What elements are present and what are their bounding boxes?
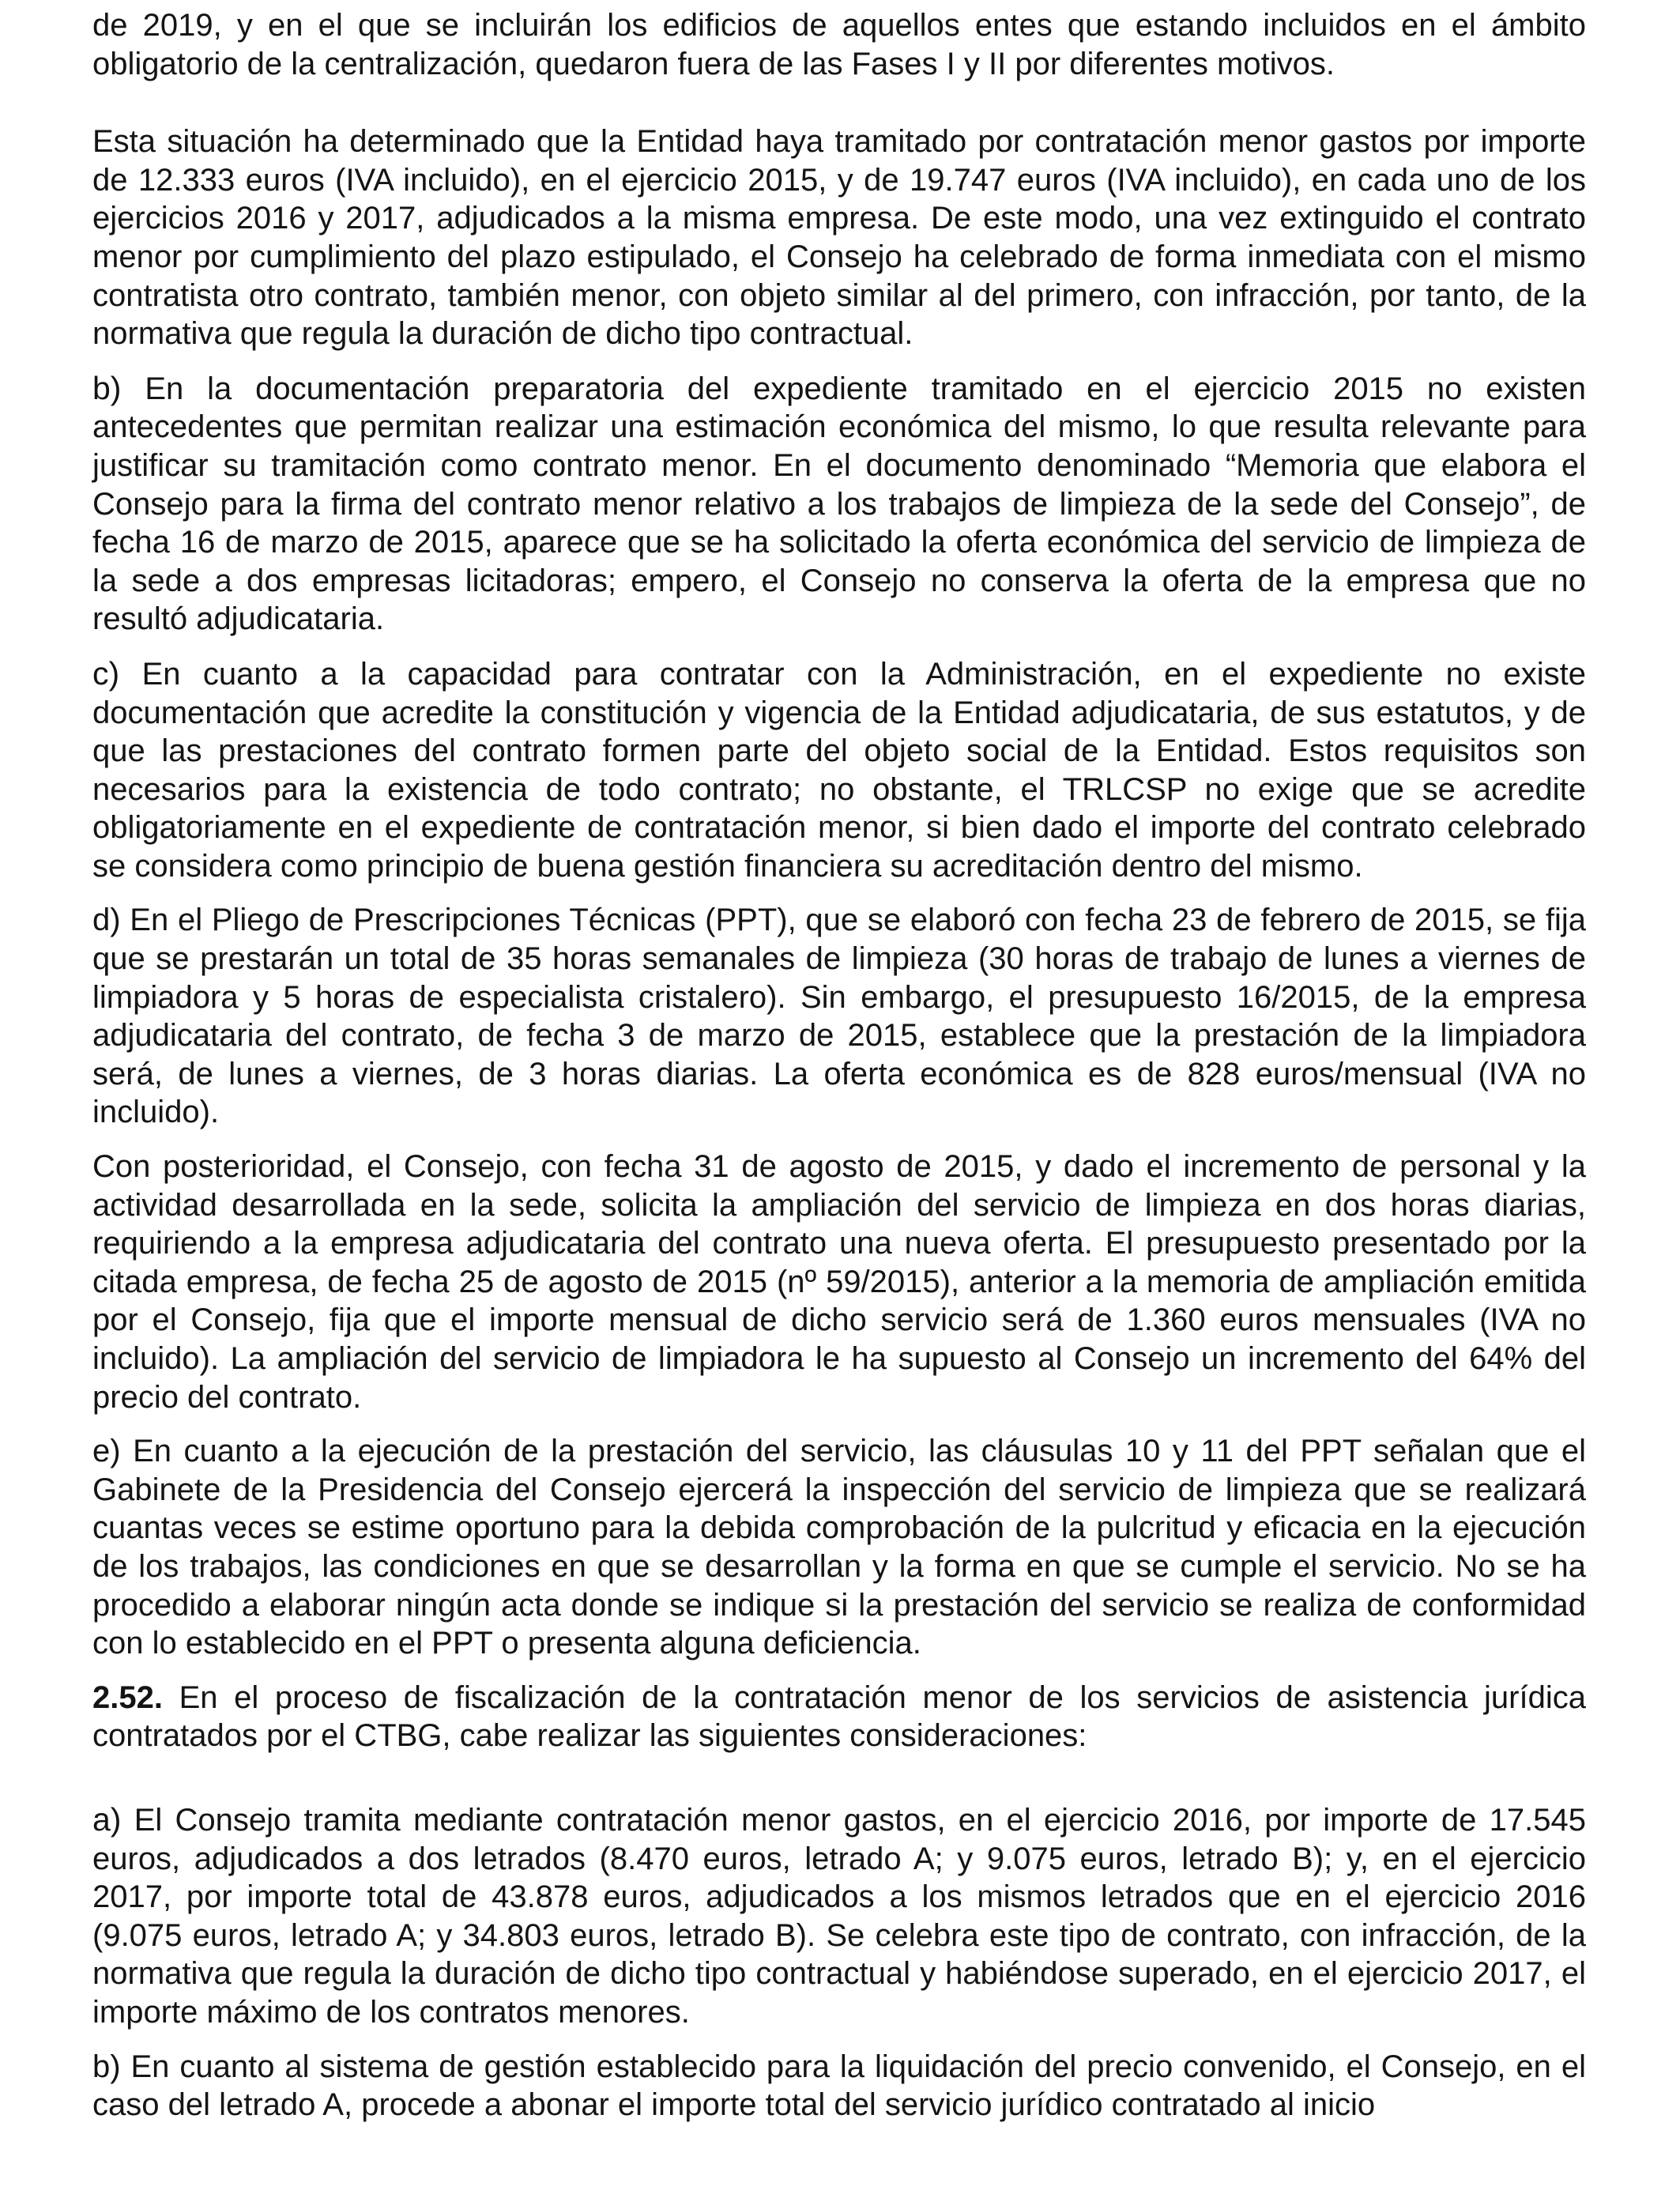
section-number: 2.52. [92,1679,163,1715]
paragraph-text: d) En el Pliego de Prescripciones Técnicas (PPT), que se elaboró con fecha 23 de febrero de 2015, se fija que se prestarán un total de 35 horas semanales de limpieza (30 horas de trabajo de lunes a viernes de limpiadora y 5 horas de especialista cristalero). Sin embargo, el presupuesto 16/2015, de la empresa adjudicataria del contrato, de fecha 3 de marzo de 2015, establece que la prestación de la limpiadora será, de lunes a viernes, de 3 horas diarias. La oferta económica es de 828 euros/mensual (IVA no incluido). [92,903,1586,1130]
paragraph-text: El Consejo tramita mediante contratación menor gastos, en el ejercicio 2016, por importe de 17.545 euros, adjudicados a dos letrados (8.470 euros, letrado A; y 9.075 euros, letrado B); y, en el ejercicio 2017, por importe total de 43.878 euros, adjudicados a los mismos letrados que en el ejercicio 2016 (9.075 euros, letrado A; y 34.803 euros, letrado B). Se celebra este tipo de contrato, con infracción, de la normativa que regula la duración de dicho tipo contractual y habiéndose superado, en el ejercicio 2017, el importe máximo de los contratos menores. [92,1802,1586,2030]
paragraph-text: En cuanto a la capacidad para contratar con la Administración, en el expediente no existe documentación que acredite la constitución y vigencia de la Entidad adjudicataria, de sus estatutos, y de que las prestaciones del contrato formen parte del objeto social de la Entidad. Estos requisitos son necesarios para la existencia de todo contrato; no obstante, el TRLCSP no exige que se acredite obligatoriamente en el expediente de contratación menor, si bien dado el importe del contrato celebrado se considera como principio de buena gestión financiera su acreditación dentro del mismo. [92,656,1586,884]
paragraph-item-e-ejecucion [92,1432,1586,1663]
paragraph-item-b-documentacion [92,369,1586,639]
paragraph-text: de 2019, y en el que se incluirán los edificios de aquellos entes que estando incluidos en el ámbito obligatorio de la centralización, quedaron fuera de las Fases I y II por diferentes motivos. [92,8,1586,81]
paragraph-text: Con posterioridad, el Consejo, con fecha 31 de agosto de 2015, y dado el incremento de personal y la actividad desarrollada en la sede, solicita la ampliación del servicio de limpieza en dos horas diarias, requiriendo a la empresa adjudicataria del contrato una nueva oferta. El presupuesto presentado por la citada empresa, de fecha 25 de agosto de 2015 (nº 59/2015), anterior a la memoria de ampliación emitida por el Consejo, fija que el importe mensual de dicho servicio será de 1.360 euros mensuales (IVA no incluido). La ampliación del servicio de limpiadora le ha supuesto al Consejo un incremento del 64% del precio del contrato. [92,1149,1586,1415]
paragraph-item-d-pliego [92,901,1586,1132]
paragraph-text: e) En cuanto a la ejecución de la prestación del servicio, las cláusulas 10 y 11 del PPT señalan que el Gabinete de la Presidencia del Consejo ejercerá la inspección del servicio de limpieza que se realizará cuantas veces se estime oportuno para la debida comprobación de la pulcritud y eficacia en la ejecución de los trabajos, las condiciones en que se desarrollan y la forma en que se cumple el servicio. No se ha procedido a elaborar ningún acta donde se indique si la prestación del servicio se realiza de conformidad con lo establecido en el PPT o presenta alguna deficiencia. [92,1434,1586,1661]
list-marker: a) [92,1800,122,1838]
paragraph-fases-continuation [92,0,1586,83]
paragraph-section-2-52 [92,1679,1586,1755]
document-page [92,0,1586,2124]
paragraph-text: Esta situación ha determinado que la Entidad haya tramitado por contratación menor gastos por importe de 12.333 euros (IVA incluido), en el ejercicio 2015, y de 19.747 euros (IVA incluido), en cada uno de los ejercicios 2016 y 2017, adjudicados a la misma empresa. De este modo, una vez extinguido el contrato menor por cumplimiento del plazo estipulado, el Consejo ha celebrado de forma inmediata con el mismo contratista otro contrato, también menor, con objeto similar al del primero, con infracción, por tanto, de la normativa que regula la duración de dicho tipo contractual. [92,124,1586,352]
paragraph-text: b) En cuanto al sistema de gestión establecido para la liquidación del precio convenido, el Consejo, en el caso del letrado A, procede a abonar el importe total del servicio jurídico contratado al inicio [92,2049,1586,2123]
paragraph-contratacion-menor-situacion [92,123,1586,353]
paragraph-ampliacion-servicio [92,1148,1586,1416]
paragraph-text: En la documentación preparatoria del expediente tramitado en el ejercicio 2015 no existen antecedentes que permitan realizar una estimación económica del mismo, lo que resulta relevante para justificar su tramitación como contrato menor. En el documento denominado “Memoria que elabora el Consejo para la firma del contrato menor relativo a los trabajos de limpieza de la sede del Consejo”, de fecha 16 de marzo de 2015, aparece que se ha solicitado la oferta económica del servicio de limpieza de la sede a dos empresas licitadoras; empero, el Consejo no conserva la oferta de la empresa que no resultó adjudicataria. [92,371,1586,637]
list-marker: b) [92,369,122,406]
paragraph-item-b-gestion-precio [92,2048,1586,2124]
paragraph-text: En el proceso de fiscalización de la contratación menor de los servicios de asistencia jurídica contratados por el CTBG, cabe realizar las siguientes consideraciones: [92,1679,1586,1754]
list-marker: c) [92,654,120,692]
paragraph-item-c-capacidad [92,654,1586,886]
paragraph-item-a-asistencia-juridica [92,1800,1586,2032]
